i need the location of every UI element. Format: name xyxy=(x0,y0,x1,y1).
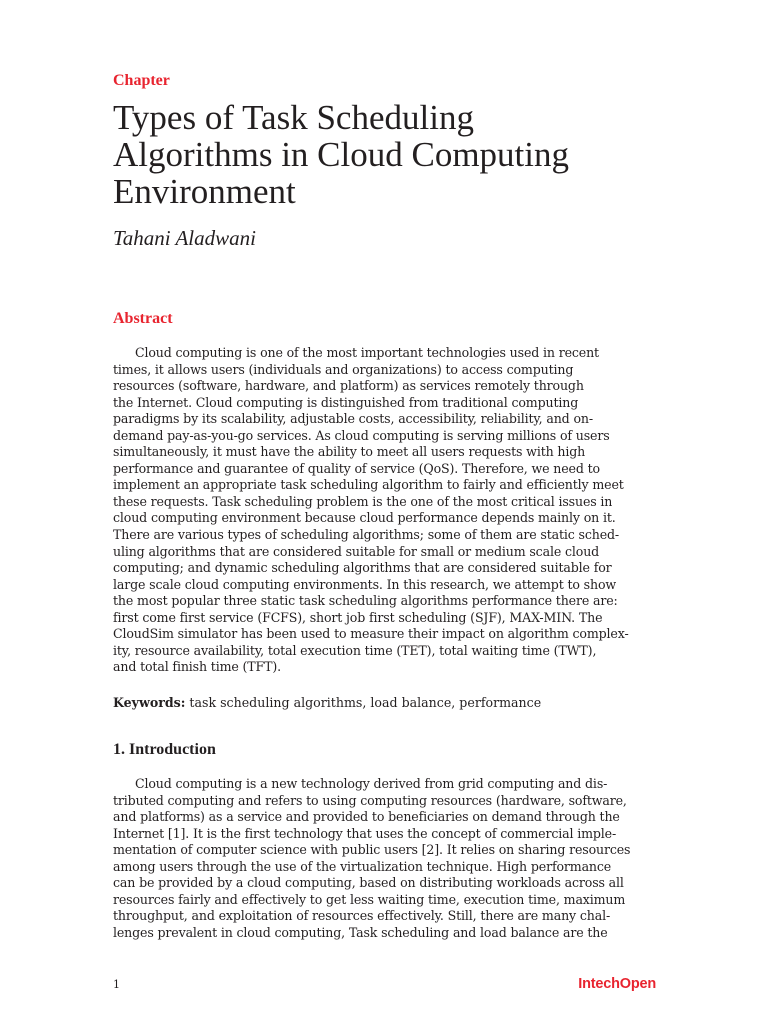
abstract-line: times, it allows users (individuals and organizations) to access computing xyxy=(113,361,574,377)
keywords xyxy=(113,695,541,710)
abstract-line: simultaneously, it must have the ability to meet all users requests with high xyxy=(113,444,586,460)
abstract-line: Cloud computing is one of the most important technologies used in recent xyxy=(135,345,599,360)
abstract-line: ity, resource availability, total execution time (TET), total waiting time (TWT), xyxy=(113,642,597,658)
chapter-title xyxy=(113,99,673,210)
title-line: Types of Task Scheduling xyxy=(113,98,474,137)
abstract-line: the Internet. Cloud computing is distinguished from traditional computing xyxy=(113,394,579,410)
page-number: 1 xyxy=(113,978,120,991)
intro-line: mentation of computer science with public users [2]. It relies on sharing resources xyxy=(113,842,631,858)
abstract-line: CloudSim simulator has been used to measure their impact on algorithm complex- xyxy=(113,626,629,642)
abstract-line: demand pay-as-you-go services. As cloud computing is serving millions of users xyxy=(113,427,610,443)
intro-line: Cloud computing is a new technology derived from grid computing and dis- xyxy=(135,776,608,791)
abstract-line: the most popular three static task scheduling algorithms performance there are: xyxy=(113,593,618,609)
abstract-line: and total finish time (TFT). xyxy=(113,659,281,675)
abstract-heading: Abstract xyxy=(113,310,173,327)
intro-line: resources fairly and effectively to get less waiting time, execution time, maximum xyxy=(113,891,626,907)
abstract-line: resources (software, hardware, and platform) as services remotely through xyxy=(113,378,584,394)
abstract-line: cloud computing environment because cloud performance depends mainly on it. xyxy=(113,510,616,526)
chapter-label: Chapter xyxy=(113,72,170,89)
title-line: Environment xyxy=(113,172,296,211)
abstract-line: implement an appropriate task scheduling algorithm to fairly and efficiently meet xyxy=(113,477,624,493)
abstract-line: uling algorithms that are considered suitable for small or medium scale cloud xyxy=(113,543,600,559)
intro-line: lenges prevalent in cloud computing, Task scheduling and load balance are the xyxy=(113,924,608,940)
keywords-label: Keywords: xyxy=(113,695,186,710)
abstract-line: performance and guarantee of quality of service (QoS). Therefore, we need to xyxy=(113,460,600,476)
abstract-line: There are various types of scheduling algorithms; some of them are static sched- xyxy=(113,527,620,543)
abstract-body xyxy=(113,345,658,676)
section-heading-introduction: 1. Introduction xyxy=(113,741,216,758)
abstract-line: computing; and dynamic scheduling algorithms that are considered suitable for xyxy=(113,560,612,576)
title-line: Algorithms in Cloud Computing xyxy=(113,135,570,174)
introduction-body xyxy=(113,776,658,941)
intro-line: tributed computing and refers to using computing resources (hardware, software, xyxy=(113,792,627,808)
intro-line: and platforms) as a service and provided to beneficiaries on demand through the xyxy=(113,809,620,825)
intro-line: among users through the use of the virtualization technique. High performance xyxy=(113,858,612,874)
publisher-logo[interactable]: IntechOpen xyxy=(578,976,656,992)
abstract-line: paradigms by its scalability, adjustable costs, accessibility, reliability, and on- xyxy=(113,411,593,427)
abstract-line: these requests. Task scheduling problem is the one of the most critical issues in xyxy=(113,493,613,509)
abstract-line: large scale cloud computing environments. In this research, we attempt to show xyxy=(113,576,617,592)
intro-line: throughput, and exploitation of resources effectively. Still, there are many chal- xyxy=(113,908,611,924)
author-name: Tahani Aladwani xyxy=(113,226,256,250)
abstract-line: first come first service (FCFS), short job first scheduling (SJF), MAX-MIN. The xyxy=(113,609,603,625)
keywords-text: task scheduling algorithms, load balance, performance xyxy=(185,695,542,710)
intro-line: can be provided by a cloud computing, based on distributing workloads across all xyxy=(113,875,624,891)
intro-line: Internet [1]. It is the first technology that uses the concept of commercial imple- xyxy=(113,825,617,841)
